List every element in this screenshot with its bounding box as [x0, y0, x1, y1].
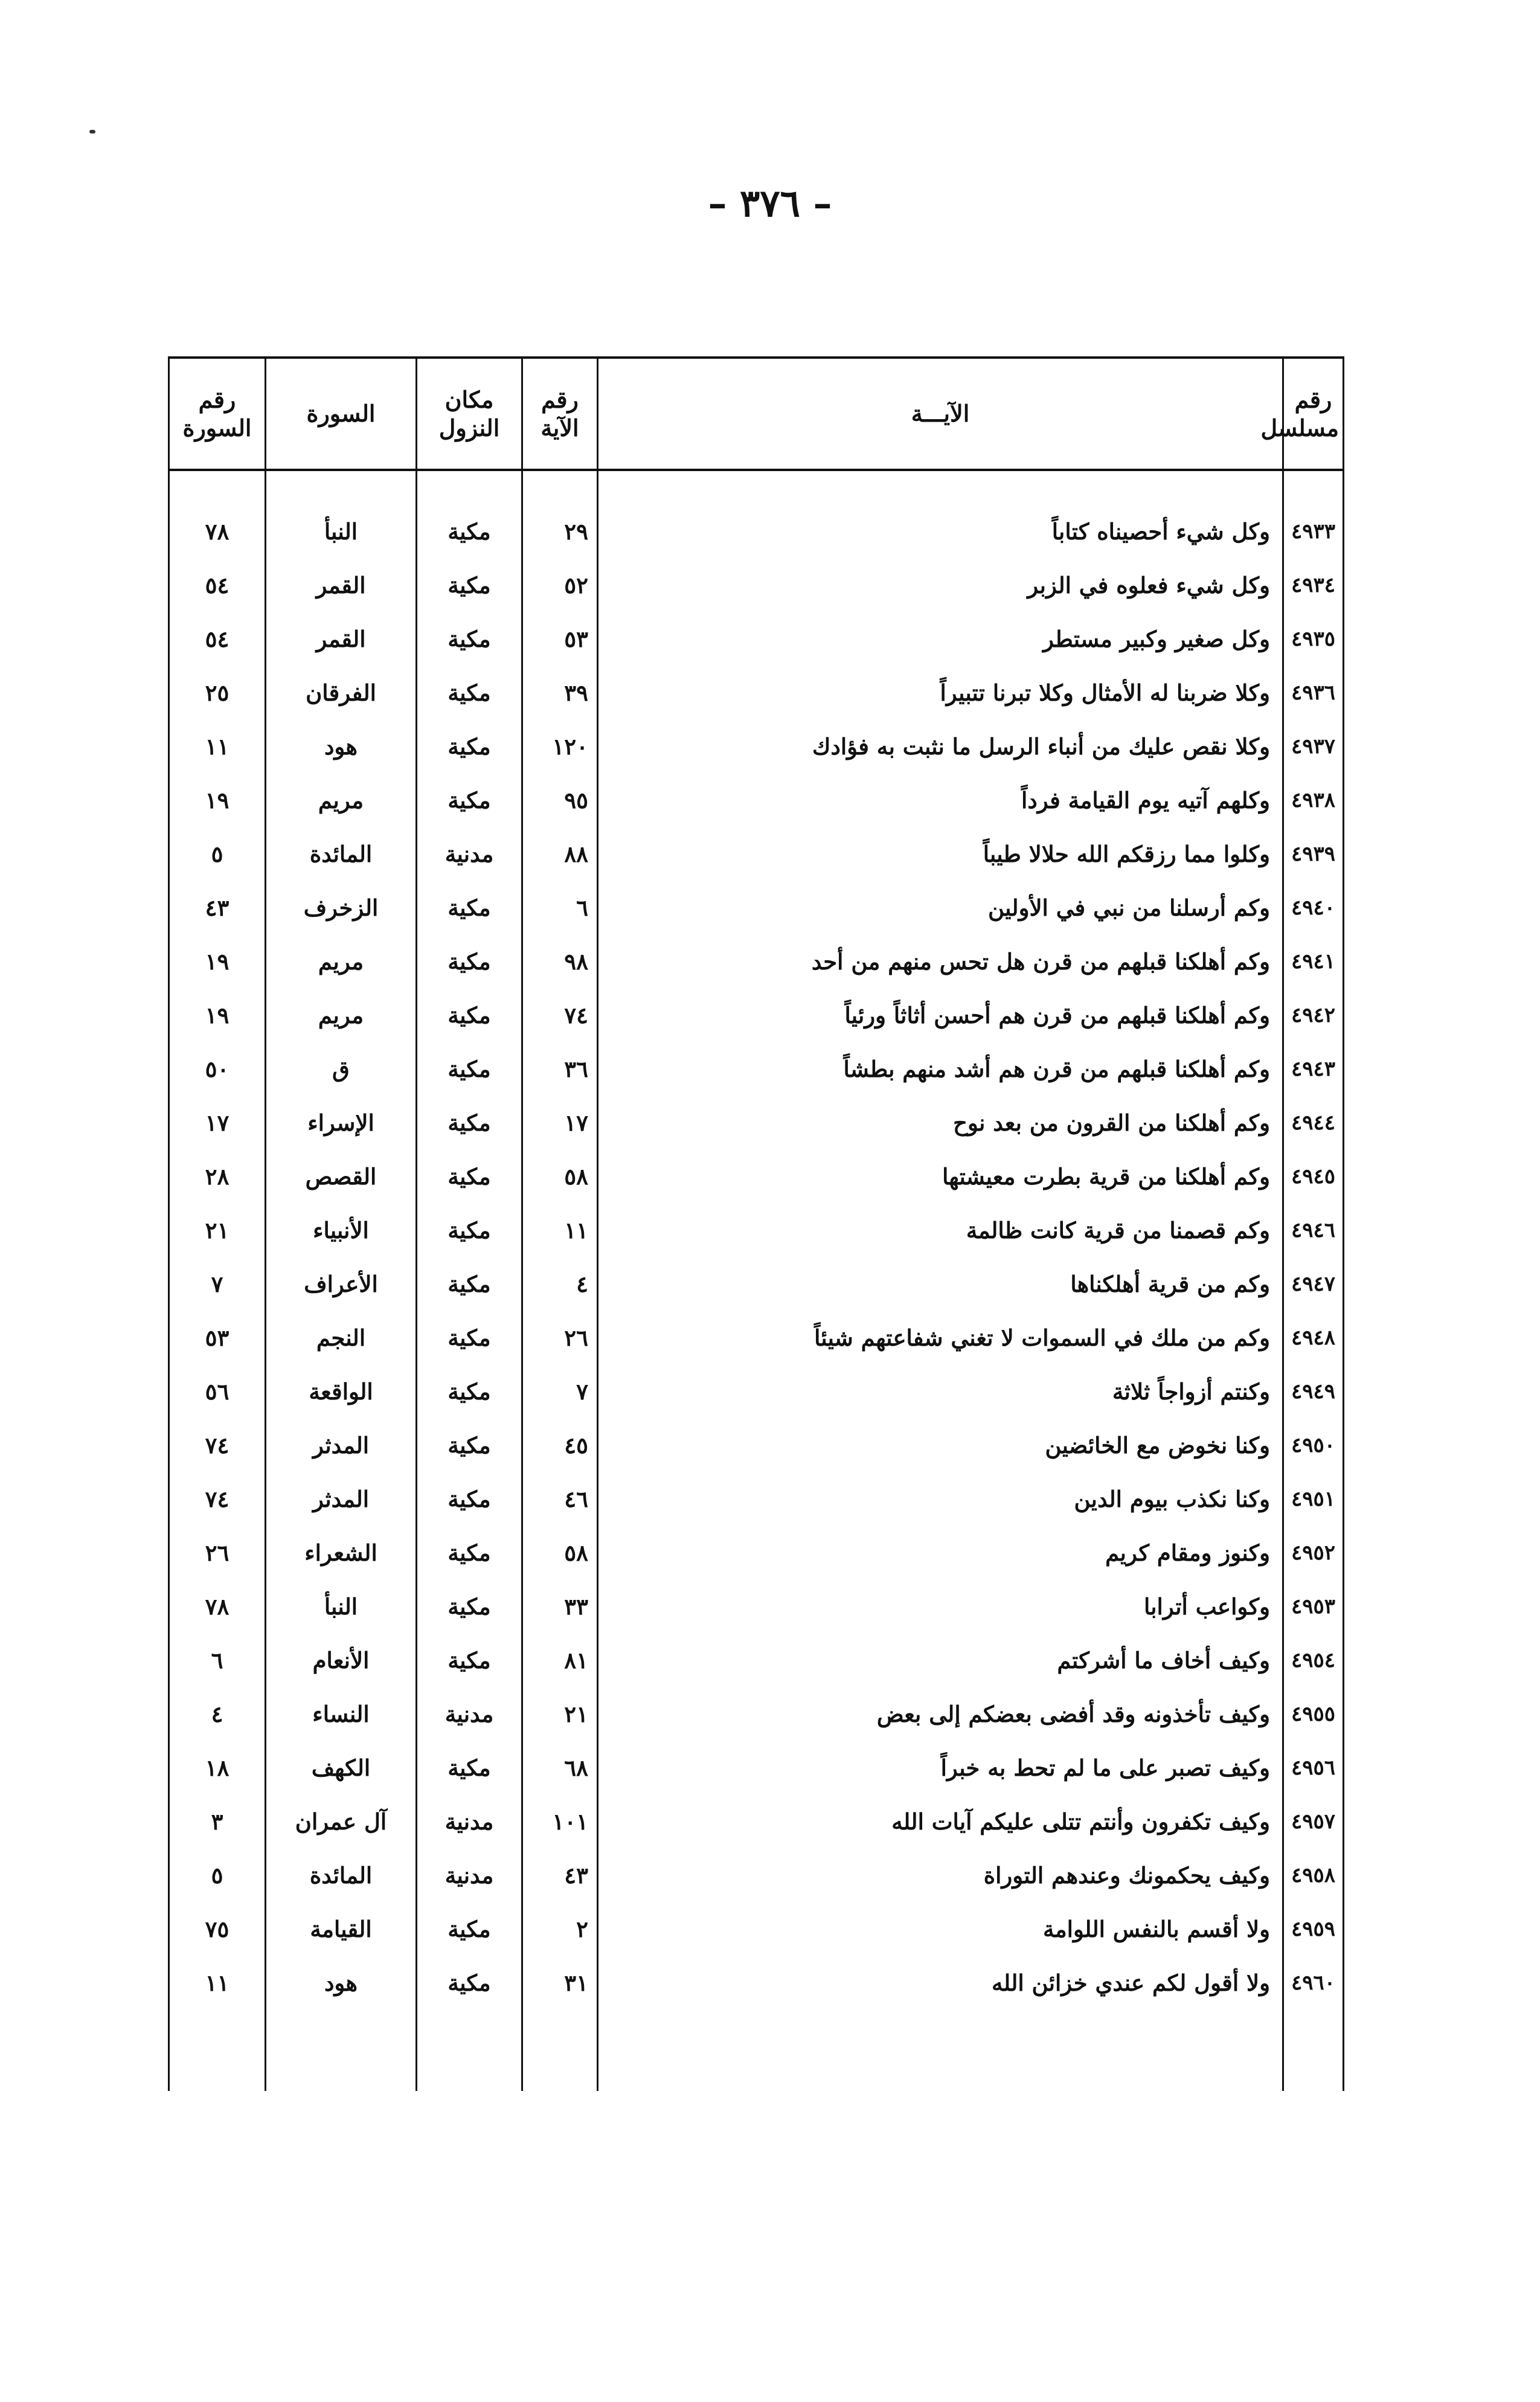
header-revelation-place: مكان النزول [417, 358, 522, 470]
surah-name-cell: الزخرف [266, 881, 417, 934]
ayah-text-cell: وكنا نكذب بيوم الدين [598, 1472, 1283, 1526]
ayah-text-cell: وكل شيء فعلوه في الزبر [598, 558, 1283, 612]
ayah-number-cell: ١٠١ [522, 1794, 598, 1848]
serial-cell: ٤٩٥١ [1283, 1472, 1344, 1526]
table-row [169, 1687, 1344, 1741]
table-row [169, 1311, 1344, 1364]
surah-number-cell: ٦ [169, 1633, 266, 1687]
serial-cell: ٤٩٤١ [1283, 934, 1344, 988]
surah-number-cell: ١١ [169, 1956, 266, 2009]
ayah-number-cell: ٨١ [522, 1633, 598, 1687]
ayah-number-cell: ٥٨ [522, 1526, 598, 1579]
revelation-place-cell: مكية [417, 1364, 522, 1418]
serial-cell: ٤٩٤٣ [1283, 1042, 1344, 1096]
ayah-text-cell: وكم أرسلنا من نبي في الأولين [598, 881, 1283, 934]
ayah-text-cell: وكلوا مما رزقكم الله حلالا طيباً [598, 827, 1283, 881]
ayah-number-cell: ٥٢ [522, 558, 598, 612]
table-row [169, 1794, 1344, 1848]
surah-name-cell: الواقعة [266, 1364, 417, 1418]
ayah-text-cell: وكنتم أزواجاً ثلاثة [598, 1364, 1283, 1418]
surah-name-cell: المائدة [266, 827, 417, 881]
scan-speck [89, 130, 95, 133]
surah-number-cell: ٥٣ [169, 1311, 266, 1364]
revelation-place-cell: مكية [417, 719, 522, 773]
revelation-place-cell: مكية [417, 1741, 522, 1794]
surah-name-cell: القيامة [266, 1902, 417, 1956]
surah-number-cell: ١٩ [169, 988, 266, 1042]
surah-number-cell: ١٩ [169, 934, 266, 988]
surah-name-cell: مريم [266, 773, 417, 827]
header-surah: السورة [266, 358, 417, 470]
surah-name-cell: النبأ [266, 504, 417, 558]
serial-cell: ٤٩٣٤ [1283, 558, 1344, 612]
table-spacer-row [169, 470, 1344, 504]
serial-cell: ٤٩٣٩ [1283, 827, 1344, 881]
surah-number-cell: ٢١ [169, 1203, 266, 1257]
revelation-place-cell: مكية [417, 988, 522, 1042]
ayah-number-cell: ٤٦ [522, 1472, 598, 1526]
ayah-text-cell: وكلا نقص عليك من أنباء الرسل ما نثبت به فؤادك [598, 719, 1283, 773]
serial-cell: ٤٩٣٣ [1283, 504, 1344, 558]
header-ayah-number: رقم الآية [522, 358, 598, 470]
serial-cell: ٤٩٥٨ [1283, 1848, 1344, 1902]
revelation-place-cell: مكية [417, 1203, 522, 1257]
revelation-place-cell: مدنية [417, 1848, 522, 1902]
ayah-text-cell: وكيف يحكمونك وعندهم التوراة [598, 1848, 1283, 1902]
serial-cell: ٤٩٣٧ [1283, 719, 1344, 773]
surah-number-cell: ٧٨ [169, 1579, 266, 1633]
table-row [169, 1149, 1344, 1203]
surah-number-cell: ١١ [169, 719, 266, 773]
serial-cell: ٤٩٥٩ [1283, 1902, 1344, 1956]
table-row [169, 719, 1344, 773]
surah-name-cell: هود [266, 719, 417, 773]
surah-name-cell: الإسراء [266, 1096, 417, 1149]
revelation-place-cell: مكية [417, 773, 522, 827]
revelation-place-cell: مكية [417, 1257, 522, 1311]
surah-number-cell: ٢٨ [169, 1149, 266, 1203]
table-row [169, 881, 1344, 934]
surah-number-cell: ٤٣ [169, 881, 266, 934]
serial-cell: ٤٩٤٨ [1283, 1311, 1344, 1364]
serial-cell: ٤٩٤٦ [1283, 1203, 1344, 1257]
ayah-text-cell: وكم قصمنا من قرية كانت ظالمة [598, 1203, 1283, 1257]
table-row [169, 1848, 1344, 1902]
serial-cell: ٤٩٤٤ [1283, 1096, 1344, 1149]
ayah-number-cell: ٤٣ [522, 1848, 598, 1902]
surah-name-cell: المائدة [266, 1848, 417, 1902]
table-row [169, 1472, 1344, 1526]
serial-cell: ٤٩٦٠ [1283, 1956, 1344, 2009]
ayah-number-cell: ٥٨ [522, 1149, 598, 1203]
table-row [169, 504, 1344, 558]
table-row [169, 988, 1344, 1042]
ayah-index-table [168, 356, 1344, 2091]
ayah-text-cell: وكم أهلكنا قبلهم من قرن هم أحسن أثاثاً ورئياً [598, 988, 1283, 1042]
ayah-text-cell: وكل شيء أحصيناه كتاباً [598, 504, 1283, 558]
ayah-number-cell: ٤٥ [522, 1418, 598, 1472]
ayah-text-cell: ولا أقسم بالنفس اللوامة [598, 1902, 1283, 1956]
table-row [169, 1902, 1344, 1956]
table-row [169, 1579, 1344, 1633]
serial-cell: ٤٩٥٧ [1283, 1794, 1344, 1848]
surah-name-cell: المدثر [266, 1472, 417, 1526]
ayah-text-cell: وكل صغير وكبير مستطر [598, 612, 1283, 666]
table-row [169, 666, 1344, 719]
table-row [169, 1364, 1344, 1418]
surah-number-cell: ٥٤ [169, 612, 266, 666]
revelation-place-cell: مكية [417, 1042, 522, 1096]
index-table-container [168, 356, 1343, 2017]
table-row [169, 1418, 1344, 1472]
revelation-place-cell: مكية [417, 1526, 522, 1579]
ayah-number-cell: ٨٨ [522, 827, 598, 881]
ayah-number-cell: ٤ [522, 1257, 598, 1311]
ayah-text-cell: وكم من قرية أهلكناها [598, 1257, 1283, 1311]
ayah-text-cell: وكيف تأخذونه وقد أفضى بعضكم إلى بعض [598, 1687, 1283, 1741]
serial-cell: ٤٩٤٥ [1283, 1149, 1344, 1203]
ayah-number-cell: ٢٩ [522, 504, 598, 558]
surah-name-cell: القمر [266, 558, 417, 612]
surah-name-cell: الشعراء [266, 1526, 417, 1579]
table-header-row [169, 358, 1344, 470]
surah-name-cell: ق [266, 1042, 417, 1096]
revelation-place-cell: مكية [417, 1418, 522, 1472]
surah-name-cell: هود [266, 1956, 417, 2009]
surah-number-cell: ٢٥ [169, 666, 266, 719]
revelation-place-cell: مكية [417, 1149, 522, 1203]
page-number: – ٣٧٦ – [708, 181, 832, 225]
surah-name-cell: الكهف [266, 1741, 417, 1794]
ayah-number-cell: ١٧ [522, 1096, 598, 1149]
ayah-number-cell: ٣٣ [522, 1579, 598, 1633]
surah-number-cell: ١٩ [169, 773, 266, 827]
header-serial: رقم مسلسل [1283, 358, 1344, 470]
surah-name-cell: مريم [266, 934, 417, 988]
table-row [169, 1096, 1344, 1149]
table-row [169, 1042, 1344, 1096]
revelation-place-cell: مكية [417, 666, 522, 719]
revelation-place-cell: مكية [417, 1311, 522, 1364]
serial-cell: ٤٩٤٩ [1283, 1364, 1344, 1418]
ayah-number-cell: ٣٦ [522, 1042, 598, 1096]
revelation-place-cell: مكية [417, 1956, 522, 2009]
surah-name-cell: المدثر [266, 1418, 417, 1472]
surah-name-cell: الفرقان [266, 666, 417, 719]
table-row [169, 1633, 1344, 1687]
ayah-text-cell: وكم أهلكنا من قرية بطرت معيشتها [598, 1149, 1283, 1203]
ayah-number-cell: ٢١ [522, 1687, 598, 1741]
table-row [169, 1956, 1344, 2009]
surah-name-cell: الأنبياء [266, 1203, 417, 1257]
surah-name-cell: القصص [266, 1149, 417, 1203]
table-row [169, 612, 1344, 666]
ayah-number-cell: ٣٩ [522, 666, 598, 719]
revelation-place-cell: مكية [417, 1633, 522, 1687]
serial-cell: ٤٩٥٥ [1283, 1687, 1344, 1741]
revelation-place-cell: مدنية [417, 1794, 522, 1848]
revelation-place-cell: مدنية [417, 1687, 522, 1741]
surah-number-cell: ٧٤ [169, 1418, 266, 1472]
ayah-text-cell: وكم أهلكنا قبلهم من قرن هم أشد منهم بطشاً [598, 1042, 1283, 1096]
ayah-text-cell: وكيف تكفرون وأنتم تتلى عليكم آيات الله [598, 1794, 1283, 1848]
ayah-number-cell: ١٢٠ [522, 719, 598, 773]
surah-number-cell: ١٨ [169, 1741, 266, 1794]
serial-cell: ٤٩٣٦ [1283, 666, 1344, 719]
ayah-text-cell: وكيف تصبر على ما لم تحط به خبراً [598, 1741, 1283, 1794]
surah-number-cell: ٥ [169, 1848, 266, 1902]
surah-name-cell: النساء [266, 1687, 417, 1741]
revelation-place-cell: مكية [417, 934, 522, 988]
surah-name-cell: الأنعام [266, 1633, 417, 1687]
ayah-text-cell: وكلهم آتيه يوم القيامة فرداً [598, 773, 1283, 827]
surah-number-cell: ٧٥ [169, 1902, 266, 1956]
surah-number-cell: ٢٦ [169, 1526, 266, 1579]
ayah-number-cell: ٧ [522, 1364, 598, 1418]
ayah-text-cell: وكنا نخوض مع الخائضين [598, 1418, 1283, 1472]
ayah-text-cell: وكنوز ومقام كريم [598, 1526, 1283, 1579]
surah-name-cell: النجم [266, 1311, 417, 1364]
ayah-number-cell: ٦٨ [522, 1741, 598, 1794]
serial-cell: ٤٩٥٠ [1283, 1418, 1344, 1472]
serial-cell: ٤٩٣٨ [1283, 773, 1344, 827]
ayah-number-cell: ٦ [522, 881, 598, 934]
surah-number-cell: ٧ [169, 1257, 266, 1311]
table-tail-row [169, 2009, 1344, 2091]
surah-number-cell: ٧٨ [169, 504, 266, 558]
ayah-number-cell: ٢ [522, 1902, 598, 1956]
table-row [169, 934, 1344, 988]
revelation-place-cell: مدنية [417, 827, 522, 881]
surah-name-cell: مريم [266, 988, 417, 1042]
header-surah-number: رقم السورة [169, 358, 266, 470]
ayah-number-cell: ٩٨ [522, 934, 598, 988]
ayah-text-cell: وكم من ملك في السموات لا تغني شفاعتهم شيئاً [598, 1311, 1283, 1364]
ayah-number-cell: ١١ [522, 1203, 598, 1257]
serial-cell: ٤٩٣٥ [1283, 612, 1344, 666]
header-ayah: الآيـــة [598, 358, 1283, 470]
revelation-place-cell: مكية [417, 504, 522, 558]
surah-number-cell: ١٧ [169, 1096, 266, 1149]
surah-name-cell: الأعراف [266, 1257, 417, 1311]
serial-cell: ٤٩٤٠ [1283, 881, 1344, 934]
ayah-number-cell: ٣١ [522, 1956, 598, 2009]
serial-cell: ٤٩٥٦ [1283, 1741, 1344, 1794]
table-row [169, 827, 1344, 881]
ayah-number-cell: ٢٦ [522, 1311, 598, 1364]
ayah-text-cell: وكواعب أترابا [598, 1579, 1283, 1633]
ayah-text-cell: وكيف أخاف ما أشركتم [598, 1633, 1283, 1687]
revelation-place-cell: مكية [417, 558, 522, 612]
surah-number-cell: ٥٦ [169, 1364, 266, 1418]
ayah-number-cell: ٩٥ [522, 773, 598, 827]
surah-number-cell: ٥٤ [169, 558, 266, 612]
ayah-text-cell: وكم أهلكنا من القرون من بعد نوح [598, 1096, 1283, 1149]
serial-cell: ٤٩٤٢ [1283, 988, 1344, 1042]
surah-name-cell: النبأ [266, 1579, 417, 1633]
serial-cell: ٤٩٥٣ [1283, 1579, 1344, 1633]
ayah-text-cell: وكم أهلكنا قبلهم من قرن هل تحس منهم من أحد [598, 934, 1283, 988]
surah-number-cell: ٧٤ [169, 1472, 266, 1526]
surah-number-cell: ٣ [169, 1794, 266, 1848]
ayah-number-cell: ٧٤ [522, 988, 598, 1042]
revelation-place-cell: مكية [417, 1579, 522, 1633]
surah-number-cell: ٤ [169, 1687, 266, 1741]
revelation-place-cell: مكية [417, 612, 522, 666]
ayah-text-cell: وكلا ضربنا له الأمثال وكلا تبرنا تتبيراً [598, 666, 1283, 719]
revelation-place-cell: مكية [417, 1902, 522, 1956]
table-row [169, 1257, 1344, 1311]
surah-name-cell: آل عمران [266, 1794, 417, 1848]
revelation-place-cell: مكية [417, 881, 522, 934]
revelation-place-cell: مكية [417, 1472, 522, 1526]
surah-name-cell: القمر [266, 612, 417, 666]
table-row [169, 1526, 1344, 1579]
table-row [169, 1741, 1344, 1794]
ayah-number-cell: ٥٣ [522, 612, 598, 666]
ayah-text-cell: ولا أقول لكم عندي خزائن الله [598, 1956, 1283, 2009]
surah-number-cell: ٥٠ [169, 1042, 266, 1096]
table-row [169, 1203, 1344, 1257]
surah-number-cell: ٥ [169, 827, 266, 881]
serial-cell: ٤٩٤٧ [1283, 1257, 1344, 1311]
table-row [169, 558, 1344, 612]
serial-cell: ٤٩٥٤ [1283, 1633, 1344, 1687]
revelation-place-cell: مكية [417, 1096, 522, 1149]
table-row [169, 773, 1344, 827]
serial-cell: ٤٩٥٢ [1283, 1526, 1344, 1579]
